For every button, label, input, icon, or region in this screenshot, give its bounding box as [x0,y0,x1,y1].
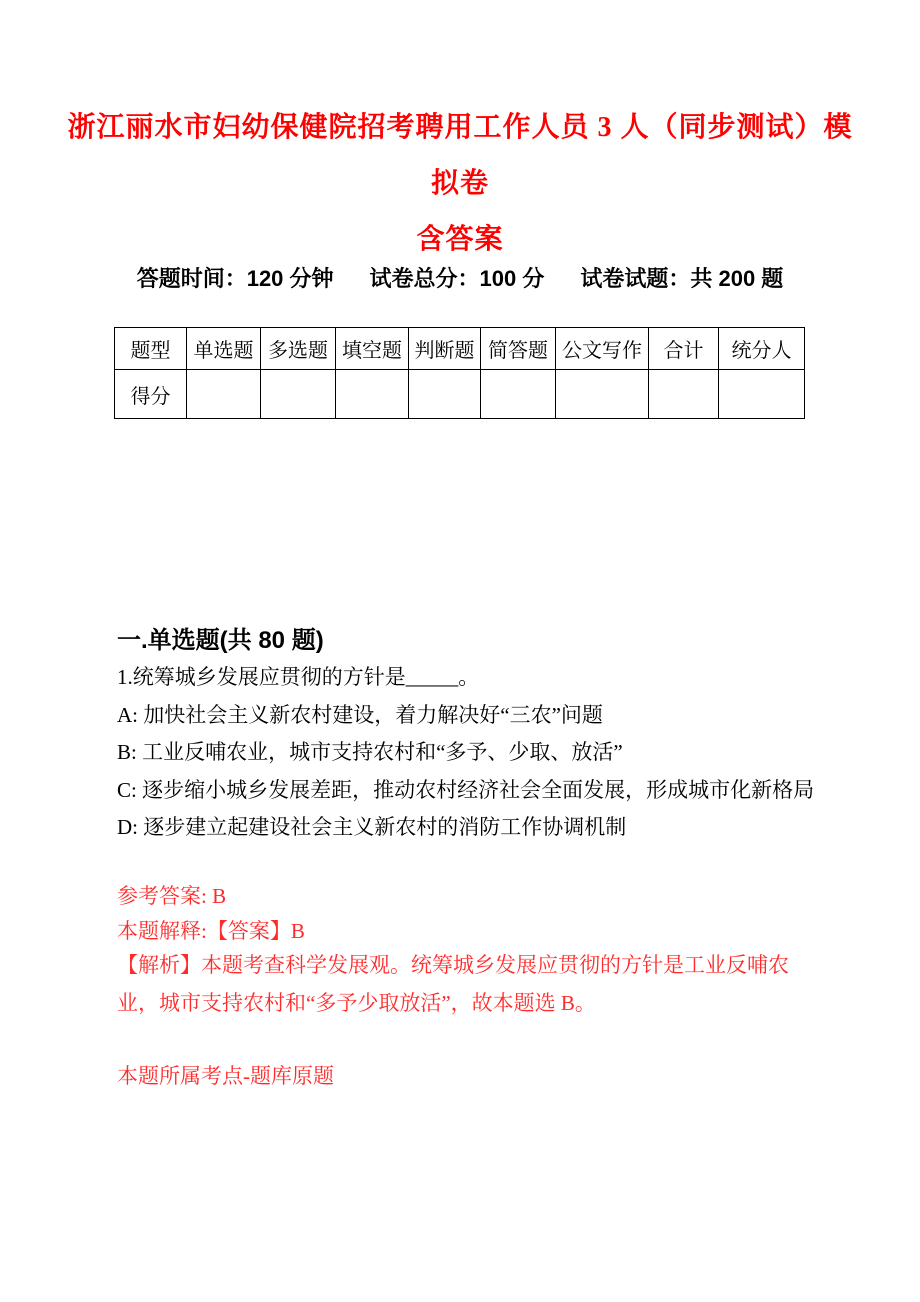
option-d: D: 逐步建立起建设社会主义新农村的消防工作协调机制 [117,815,627,839]
score-table-header-cell: 题型 [115,328,187,370]
score-table-header-row [115,328,805,370]
option-b: B: 工业反哺农业，城市支持农村和“多予、少取、放活” [117,740,623,764]
question-block [117,659,880,847]
score-table [114,327,805,419]
option-c: C: 逐步缩小城乡发展差距，推动农村经济社会全面发展，形成城市化新格局 [117,777,815,802]
option-a: A: 加快社会主义新农村建设，着力解决好“三农”问题 [117,702,603,727]
question-text: 1.统筹城乡发展应贯彻的方针是_____。 [117,665,480,689]
score-cell [336,370,409,419]
score-table-header-cell: 填空题 [336,328,409,370]
score-table-header-cell: 多选题 [261,328,336,370]
topic-source: 本题所属考点-题库原题 [117,1064,334,1088]
score-table-header-cell: 统分人 [719,328,805,370]
score-cell [187,370,261,419]
page-title [60,100,860,268]
score-table-header-cell: 公文写作 [556,328,649,370]
exam-question-count: 试卷试题：共 200 题 [580,266,784,291]
score-table-header-cell: 简答题 [481,328,556,370]
score-cell [409,370,481,419]
score-table-header-cell: 合计 [649,328,719,370]
reference-answer: 参考答案: B [117,884,227,908]
score-cell [481,370,556,419]
score-row-label: 得分 [115,370,187,419]
score-table-score-row [115,370,805,419]
score-cell [261,370,336,419]
score-cell [719,370,805,419]
section-heading: 一.单选题(共 80 题) [117,627,324,654]
exam-time: 答题时间：120 分钟 [136,266,334,291]
page-title-line2: 含答案 [416,224,504,255]
page-title-line1: 浙江丽水市妇幼保健院招考聘用工作人员 3 人（同步测试）模拟卷 [67,112,853,199]
analysis-text: 【解析】本题考查科学发展观。统筹城乡发展应贯彻的方针是工业反哺农业，城市支持农村和“多予少取放活”，故本题选 B。 [117,953,789,1015]
score-cell [649,370,719,419]
exam-info-bar [0,262,920,293]
explanation-label: 本题解释:【答案】B [117,919,305,943]
exam-total-score: 试卷总分：100 分 [369,266,545,291]
score-table-header-cell: 单选题 [187,328,261,370]
score-cell [556,370,649,419]
score-table-header-cell: 判断题 [409,328,481,370]
